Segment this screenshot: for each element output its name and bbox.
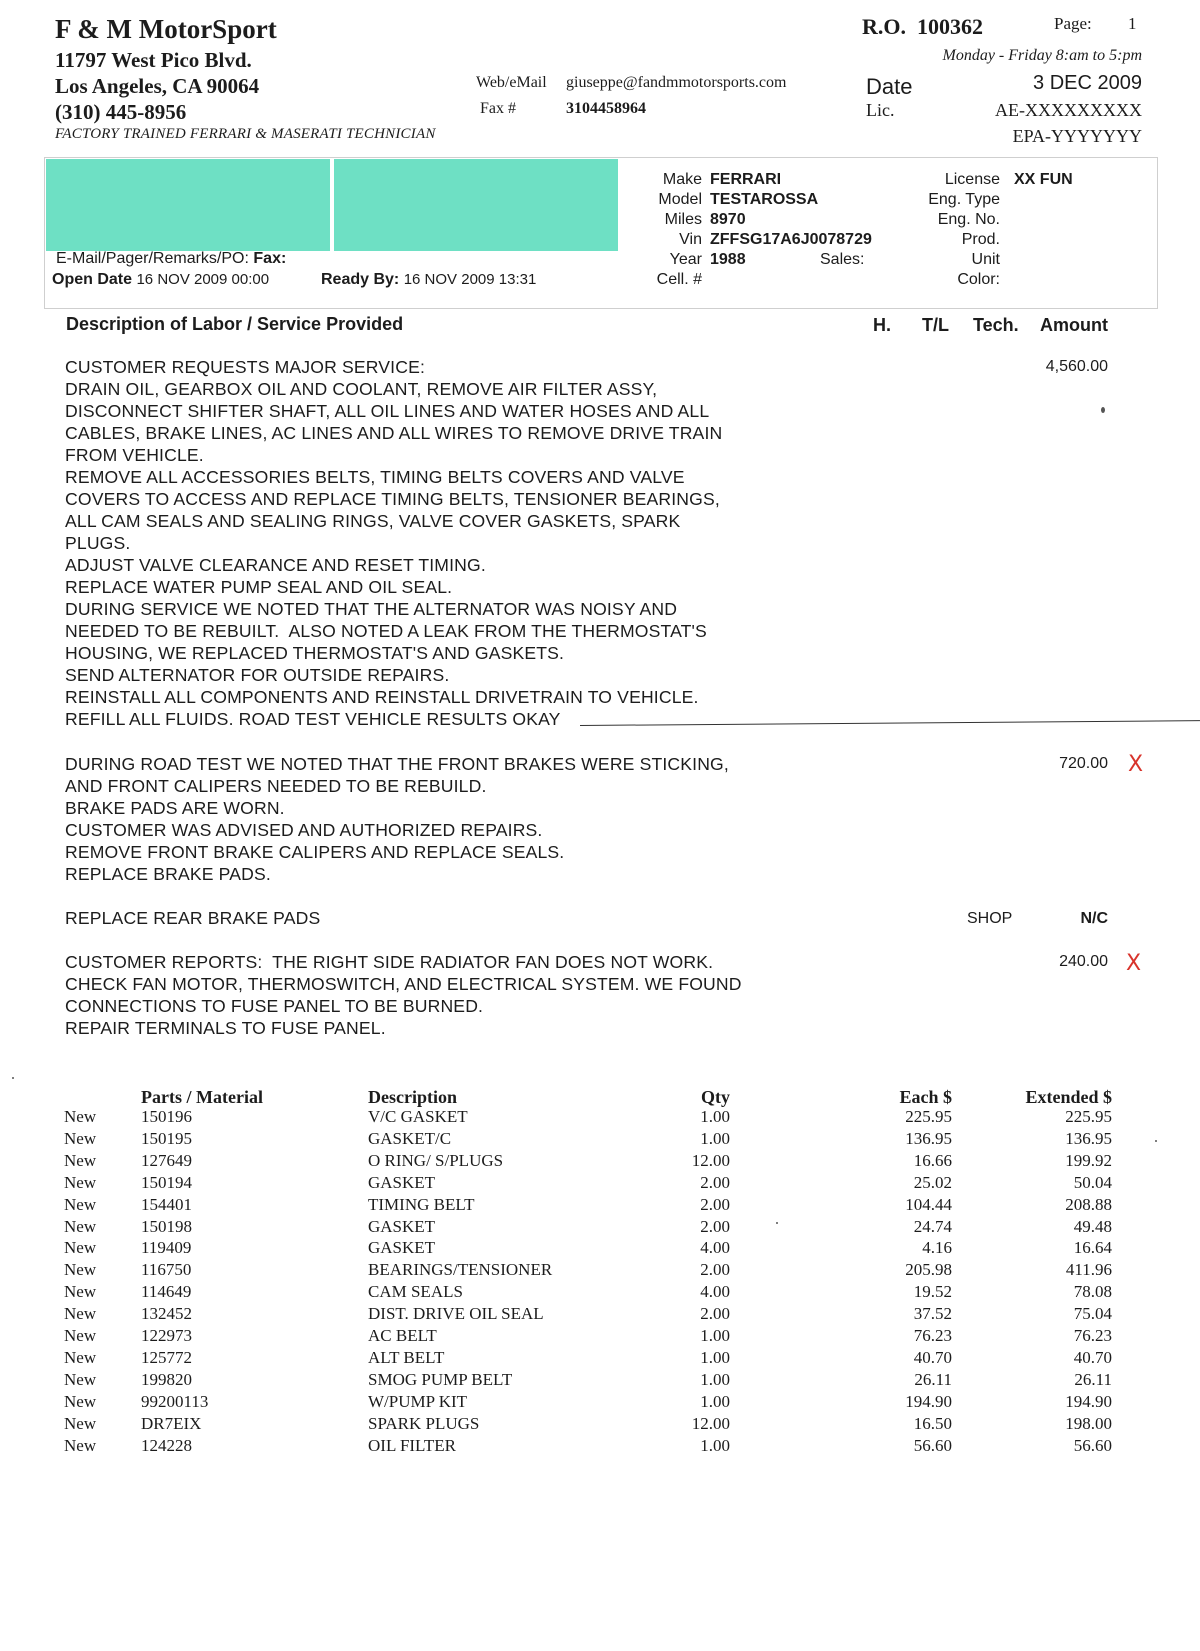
shop-phone: (310) 445-8956 — [55, 100, 187, 124]
shop-name: F & M MotorSport — [55, 14, 277, 44]
redacted-customer-name — [46, 159, 330, 251]
shop-address-line1: 11797 West Pico Blvd. — [55, 48, 252, 72]
parts-table-row — [0, 1304, 1200, 1326]
part-number: 114649 — [141, 1282, 192, 1302]
date-label: Date — [866, 74, 913, 99]
page-number: 1 — [1128, 14, 1137, 33]
part-extended-price: 411.96 — [1065, 1260, 1112, 1280]
part-extended-price: 26.11 — [1074, 1369, 1112, 1389]
part-description: W/PUMP KIT — [368, 1391, 468, 1411]
lic-label: Lic. — [866, 100, 895, 120]
parts-table-row — [0, 1348, 1200, 1370]
part-number: 119409 — [141, 1238, 192, 1258]
date-value: 3 DEC 2009 — [1033, 72, 1142, 94]
model-label: Model — [658, 191, 702, 208]
web-email-value[interactable]: giuseppe@fandmmotorsports.com — [566, 74, 787, 91]
part-qty: 2.00 — [700, 1194, 730, 1214]
part-description: GASKET — [368, 1172, 436, 1192]
part-each-price: 104.44 — [905, 1194, 952, 1214]
part-extended-price: 199.92 — [1065, 1150, 1112, 1170]
parts-header-qty: Qty — [701, 1087, 730, 1107]
part-extended-price: 50.04 — [1073, 1172, 1112, 1192]
part-extended-price: 16.64 — [1073, 1238, 1112, 1258]
part-each-price: 16.66 — [913, 1150, 952, 1170]
part-description: TIMING BELT — [368, 1194, 475, 1214]
part-extended-price: 78.08 — [1073, 1282, 1112, 1302]
repair-order-number — [862, 14, 983, 40]
parts-header-each: Each $ — [899, 1087, 952, 1107]
part-description: V/C GASKET — [368, 1107, 468, 1126]
part-qty: 2.00 — [700, 1216, 730, 1236]
page-label: Page: — [1054, 14, 1092, 33]
part-number: 132452 — [141, 1304, 192, 1324]
part-number: 99200113 — [141, 1391, 209, 1411]
part-condition: New — [64, 1369, 97, 1389]
part-description: O RING/ S/PLUGS — [368, 1150, 504, 1170]
year-value: 1988 — [710, 251, 746, 268]
part-extended-price: 49.48 — [1073, 1216, 1112, 1236]
epa-value: EPA-YYYYYYY — [1012, 126, 1142, 146]
parts-table-row — [0, 1107, 1200, 1129]
unit-label: Unit — [971, 251, 1000, 268]
part-number: DR7EIX — [141, 1413, 202, 1433]
part-condition: New — [64, 1326, 97, 1345]
part-extended-price: 198.00 — [1065, 1413, 1112, 1433]
part-condition: New — [64, 1107, 97, 1126]
cell-label: Cell. # — [656, 271, 702, 288]
part-qty: 1.00 — [700, 1347, 730, 1367]
part-each-price: 76.23 — [913, 1326, 952, 1345]
sales-label: Sales: — [820, 251, 865, 268]
part-each-price: 136.95 — [905, 1128, 952, 1148]
part-qty: 1.00 — [700, 1326, 730, 1345]
part-description: BEARINGS/TENSIONER — [368, 1260, 553, 1280]
part-condition: New — [64, 1128, 97, 1148]
labor-item-front-brakes-amount: 720.00 — [1059, 755, 1108, 772]
part-qty: 1.00 — [700, 1128, 730, 1148]
part-extended-price: 75.04 — [1073, 1304, 1112, 1324]
parts-table-row — [0, 1129, 1200, 1151]
part-number: 154401 — [141, 1194, 192, 1214]
part-each-price: 24.74 — [913, 1216, 952, 1236]
part-condition: New — [64, 1413, 97, 1433]
license-label: License — [944, 171, 1000, 188]
remarks-field — [56, 250, 286, 268]
parts-table-row — [0, 1326, 1200, 1348]
part-condition: New — [64, 1172, 97, 1192]
part-number: 122973 — [141, 1326, 192, 1345]
shop-address-line2: Los Angeles, CA 90064 — [55, 74, 260, 98]
part-description: DIST. DRIVE OIL SEAL — [368, 1304, 544, 1324]
eng-type-label: Eng. Type — [928, 191, 1000, 208]
labor-item-rear-brake-pads: REPLACE REAR BRAKE PADS — [65, 908, 321, 928]
part-number: 150198 — [141, 1216, 192, 1236]
part-qty: 1.00 — [700, 1435, 730, 1455]
part-condition: New — [64, 1150, 97, 1170]
part-extended-price: 136.95 — [1065, 1128, 1112, 1148]
parts-table-row — [0, 1436, 1200, 1458]
parts-table-row — [0, 1392, 1200, 1414]
part-condition: New — [64, 1282, 97, 1302]
labor-header-amount: Amount — [1040, 315, 1108, 335]
ro-label: R.O. — [862, 14, 906, 39]
labor-item-major-service-amount: 4,560.00 — [1045, 358, 1108, 375]
make-label: Make — [662, 171, 702, 188]
part-qty: 2.00 — [700, 1304, 730, 1324]
prod-label: Prod. — [961, 231, 1000, 248]
license-value: XX FUN — [1014, 171, 1073, 188]
part-each-price: 25.02 — [913, 1172, 952, 1192]
labor-header-hours: H. — [873, 315, 891, 335]
part-condition: New — [64, 1391, 97, 1411]
remarks-fax-label: Fax: — [253, 250, 287, 267]
parts-table-body — [0, 1107, 1200, 1457]
part-number: 150196 — [141, 1107, 192, 1126]
part-each-price: 194.90 — [905, 1391, 952, 1411]
part-each-price: 225.95 — [905, 1107, 952, 1126]
part-description: GASKET — [368, 1216, 436, 1236]
part-qty: 4.00 — [700, 1282, 730, 1302]
part-each-price: 205.98 — [905, 1260, 952, 1280]
model-value: TESTAROSSA — [710, 191, 819, 208]
parts-table-row — [0, 1414, 1200, 1436]
year-label: Year — [669, 251, 702, 268]
scan-speck — [1101, 407, 1105, 413]
part-qty: 1.00 — [700, 1391, 730, 1411]
part-each-price: 19.52 — [913, 1282, 952, 1302]
part-each-price: 37.52 — [913, 1304, 952, 1324]
parts-table-row — [0, 1173, 1200, 1195]
ro-value: 100362 — [917, 14, 983, 39]
part-condition: New — [64, 1347, 97, 1367]
part-each-price: 40.70 — [913, 1347, 952, 1367]
part-description: OIL FILTER — [368, 1435, 456, 1455]
part-number: 150195 — [141, 1128, 192, 1148]
scan-speck — [776, 1222, 778, 1224]
labor-item-major-service: CUSTOMER REQUESTS MAJOR SERVICE: DRAIN OIL, GEARBOX OIL AND COOLANT, REMOVE AIR FILTER ASSY, DISCONNECT SHIFTER SHAFT, ALL OIL LINES AND WATER HOSES AND ALL CABLES, BRAKE LINES, AC LINES AND ALL WIRES TO REMOVE DRIVE TRAIN FROM VEHICLE. REMOVE ALL ACCESSORIES BELTS, TIMING BELTS COVERS AND VALVE COVERS TO ACCESS AND REPLACE TIMING BELTS, TENSIONER BEARINGS, ALL CAM SEALS AND SEALING RINGS, VALVE COVER GASKETS, SPARK PLUGS. ADJUST VALVE CLEARANCE AND RESET TIMING. REPLACE WATER PUMP SEAL AND OIL SEAL. DURING SERVICE WE NOTED THAT THE ALTERNATOR WAS NOISY AND NEEDED TO BE REBUILT. ALSO NOTED A LEAK FROM THE THERMOSTAT'S HOUSING, WE REPLACED THERMOSTAT'S AND GASKETS. SEND ALTERNATOR FOR OUTSIDE REPAIRS. REINSTALL ALL COMPONENTS AND REINSTALL DRIVETRAIN TO VEHICLE. REFILL ALL FLUIDS. ROAD TEST VEHICLE RESULTS OKAY — [65, 357, 723, 729]
remarks-label: E-Mail/Pager/Remarks/PO: — [56, 250, 249, 267]
parts-header-extended: Extended $ — [1025, 1087, 1112, 1107]
part-description: ALT BELT — [368, 1347, 445, 1367]
handwritten-x-mark: X — [1126, 951, 1142, 976]
ready-by-field — [321, 271, 536, 289]
miles-value: 8970 — [710, 211, 746, 228]
parts-table-row — [0, 1260, 1200, 1282]
labor-item-radiator-fan-amount: 240.00 — [1059, 953, 1108, 970]
scan-speck — [12, 1077, 14, 1079]
part-qty: 2.00 — [700, 1172, 730, 1192]
scan-speck — [1155, 1140, 1157, 1142]
eng-no-label: Eng. No. — [937, 211, 1000, 228]
part-description: AC BELT — [368, 1326, 437, 1345]
parts-table-row — [0, 1370, 1200, 1392]
labor-item-rear-brake-pads-amount: N/C — [1080, 910, 1108, 927]
part-extended-price: 194.90 — [1065, 1391, 1112, 1411]
open-date-value: 16 NOV 2009 00:00 — [136, 271, 270, 288]
ready-by-value: 16 NOV 2009 13:31 — [403, 271, 537, 288]
miles-label: Miles — [664, 211, 702, 228]
vin-label: Vin — [679, 231, 702, 248]
part-each-price: 56.60 — [913, 1435, 952, 1455]
parts-table-row — [0, 1151, 1200, 1173]
labor-header-tech: Tech. — [973, 315, 1019, 335]
labor-item-radiator-fan: CUSTOMER REPORTS: THE RIGHT SIDE RADIATOR FAN DOES NOT WORK. CHECK FAN MOTOR, THERMOSWITCH, AND ELECTRICAL SYSTEM. WE FOUND CONNECTIONS TO FUSE PANEL TO BE BURNED. REPAIR TERMINALS TO FUSE PANEL. — [65, 952, 742, 1038]
part-number: 127649 — [141, 1150, 192, 1170]
parts-header-part: Parts / Material — [141, 1087, 263, 1107]
part-extended-price: 40.70 — [1073, 1347, 1112, 1367]
part-number: 124228 — [141, 1435, 192, 1455]
part-number: 125772 — [141, 1347, 192, 1367]
ready-by-label: Ready By: — [321, 271, 400, 288]
labor-item-front-brakes: DURING ROAD TEST WE NOTED THAT THE FRONT BRAKES WERE STICKING, AND FRONT CALIPERS NEEDED TO BE REBUILD. BRAKE PADS ARE WORN. CUSTOMER WAS ADVISED AND AUTHORIZED REPAIRS. REMOVE FRONT BRAKE CALIPERS AND REPLACE SEALS. REPLACE BRAKE PADS. — [65, 754, 729, 884]
labor-header-description: Description of Labor / Service Provided — [66, 314, 404, 334]
part-extended-price: 56.60 — [1073, 1435, 1112, 1455]
shop-tagline: FACTORY TRAINED FERRARI & MASERATI TECHNICIAN — [55, 126, 436, 142]
part-qty: 2.00 — [700, 1260, 730, 1280]
part-extended-price: 76.23 — [1073, 1326, 1112, 1345]
parts-table-row — [0, 1282, 1200, 1304]
part-qty: 1.00 — [700, 1369, 730, 1389]
part-condition: New — [64, 1435, 97, 1455]
part-number: 199820 — [141, 1369, 192, 1389]
part-condition: New — [64, 1238, 97, 1258]
labor-header-tl: T/L — [922, 315, 949, 335]
web-email-label: Web/eMail — [476, 74, 547, 91]
part-qty: 12.00 — [691, 1150, 730, 1170]
part-description: CAM SEALS — [368, 1282, 463, 1302]
part-qty: 1.00 — [700, 1107, 730, 1126]
parts-table-row — [0, 1217, 1200, 1239]
part-extended-price: 225.95 — [1065, 1107, 1112, 1126]
part-each-price: 4.16 — [922, 1238, 952, 1258]
part-qty: 4.00 — [700, 1238, 730, 1258]
part-condition: New — [64, 1216, 97, 1236]
make-value: FERRARI — [710, 171, 782, 188]
parts-table-row — [0, 1238, 1200, 1260]
open-date-field — [52, 271, 269, 289]
handwritten-x-mark: X — [1128, 752, 1144, 777]
part-number: 116750 — [141, 1260, 192, 1280]
part-each-price: 16.50 — [913, 1413, 952, 1433]
vin-value: ZFFSG17A6J0078729 — [710, 231, 872, 248]
parts-table-row — [0, 1195, 1200, 1217]
part-qty: 12.00 — [691, 1413, 730, 1433]
part-description: GASKET/C — [368, 1128, 452, 1148]
part-number: 150194 — [141, 1172, 192, 1192]
part-condition: New — [64, 1260, 97, 1280]
part-each-price: 26.11 — [914, 1369, 952, 1389]
redacted-customer-address — [334, 159, 618, 251]
open-date-label: Open Date — [52, 271, 133, 288]
color-label: Color: — [957, 271, 1000, 288]
fax-label: Fax # — [480, 100, 516, 117]
part-condition: New — [64, 1194, 97, 1214]
part-condition: New — [64, 1304, 97, 1324]
parts-header-description: Description — [368, 1087, 457, 1107]
part-description: SMOG PUMP BELT — [368, 1369, 513, 1389]
labor-item-rear-brake-pads-tech: SHOP — [967, 910, 1013, 927]
business-hours: Monday - Friday 8:am to 5:pm — [942, 47, 1142, 64]
part-description: SPARK PLUGS — [368, 1413, 480, 1433]
part-description: GASKET — [368, 1238, 436, 1258]
part-extended-price: 208.88 — [1065, 1194, 1112, 1214]
lic-value: AE-XXXXXXXXX — [995, 100, 1142, 120]
fax-value: 3104458964 — [566, 100, 646, 117]
